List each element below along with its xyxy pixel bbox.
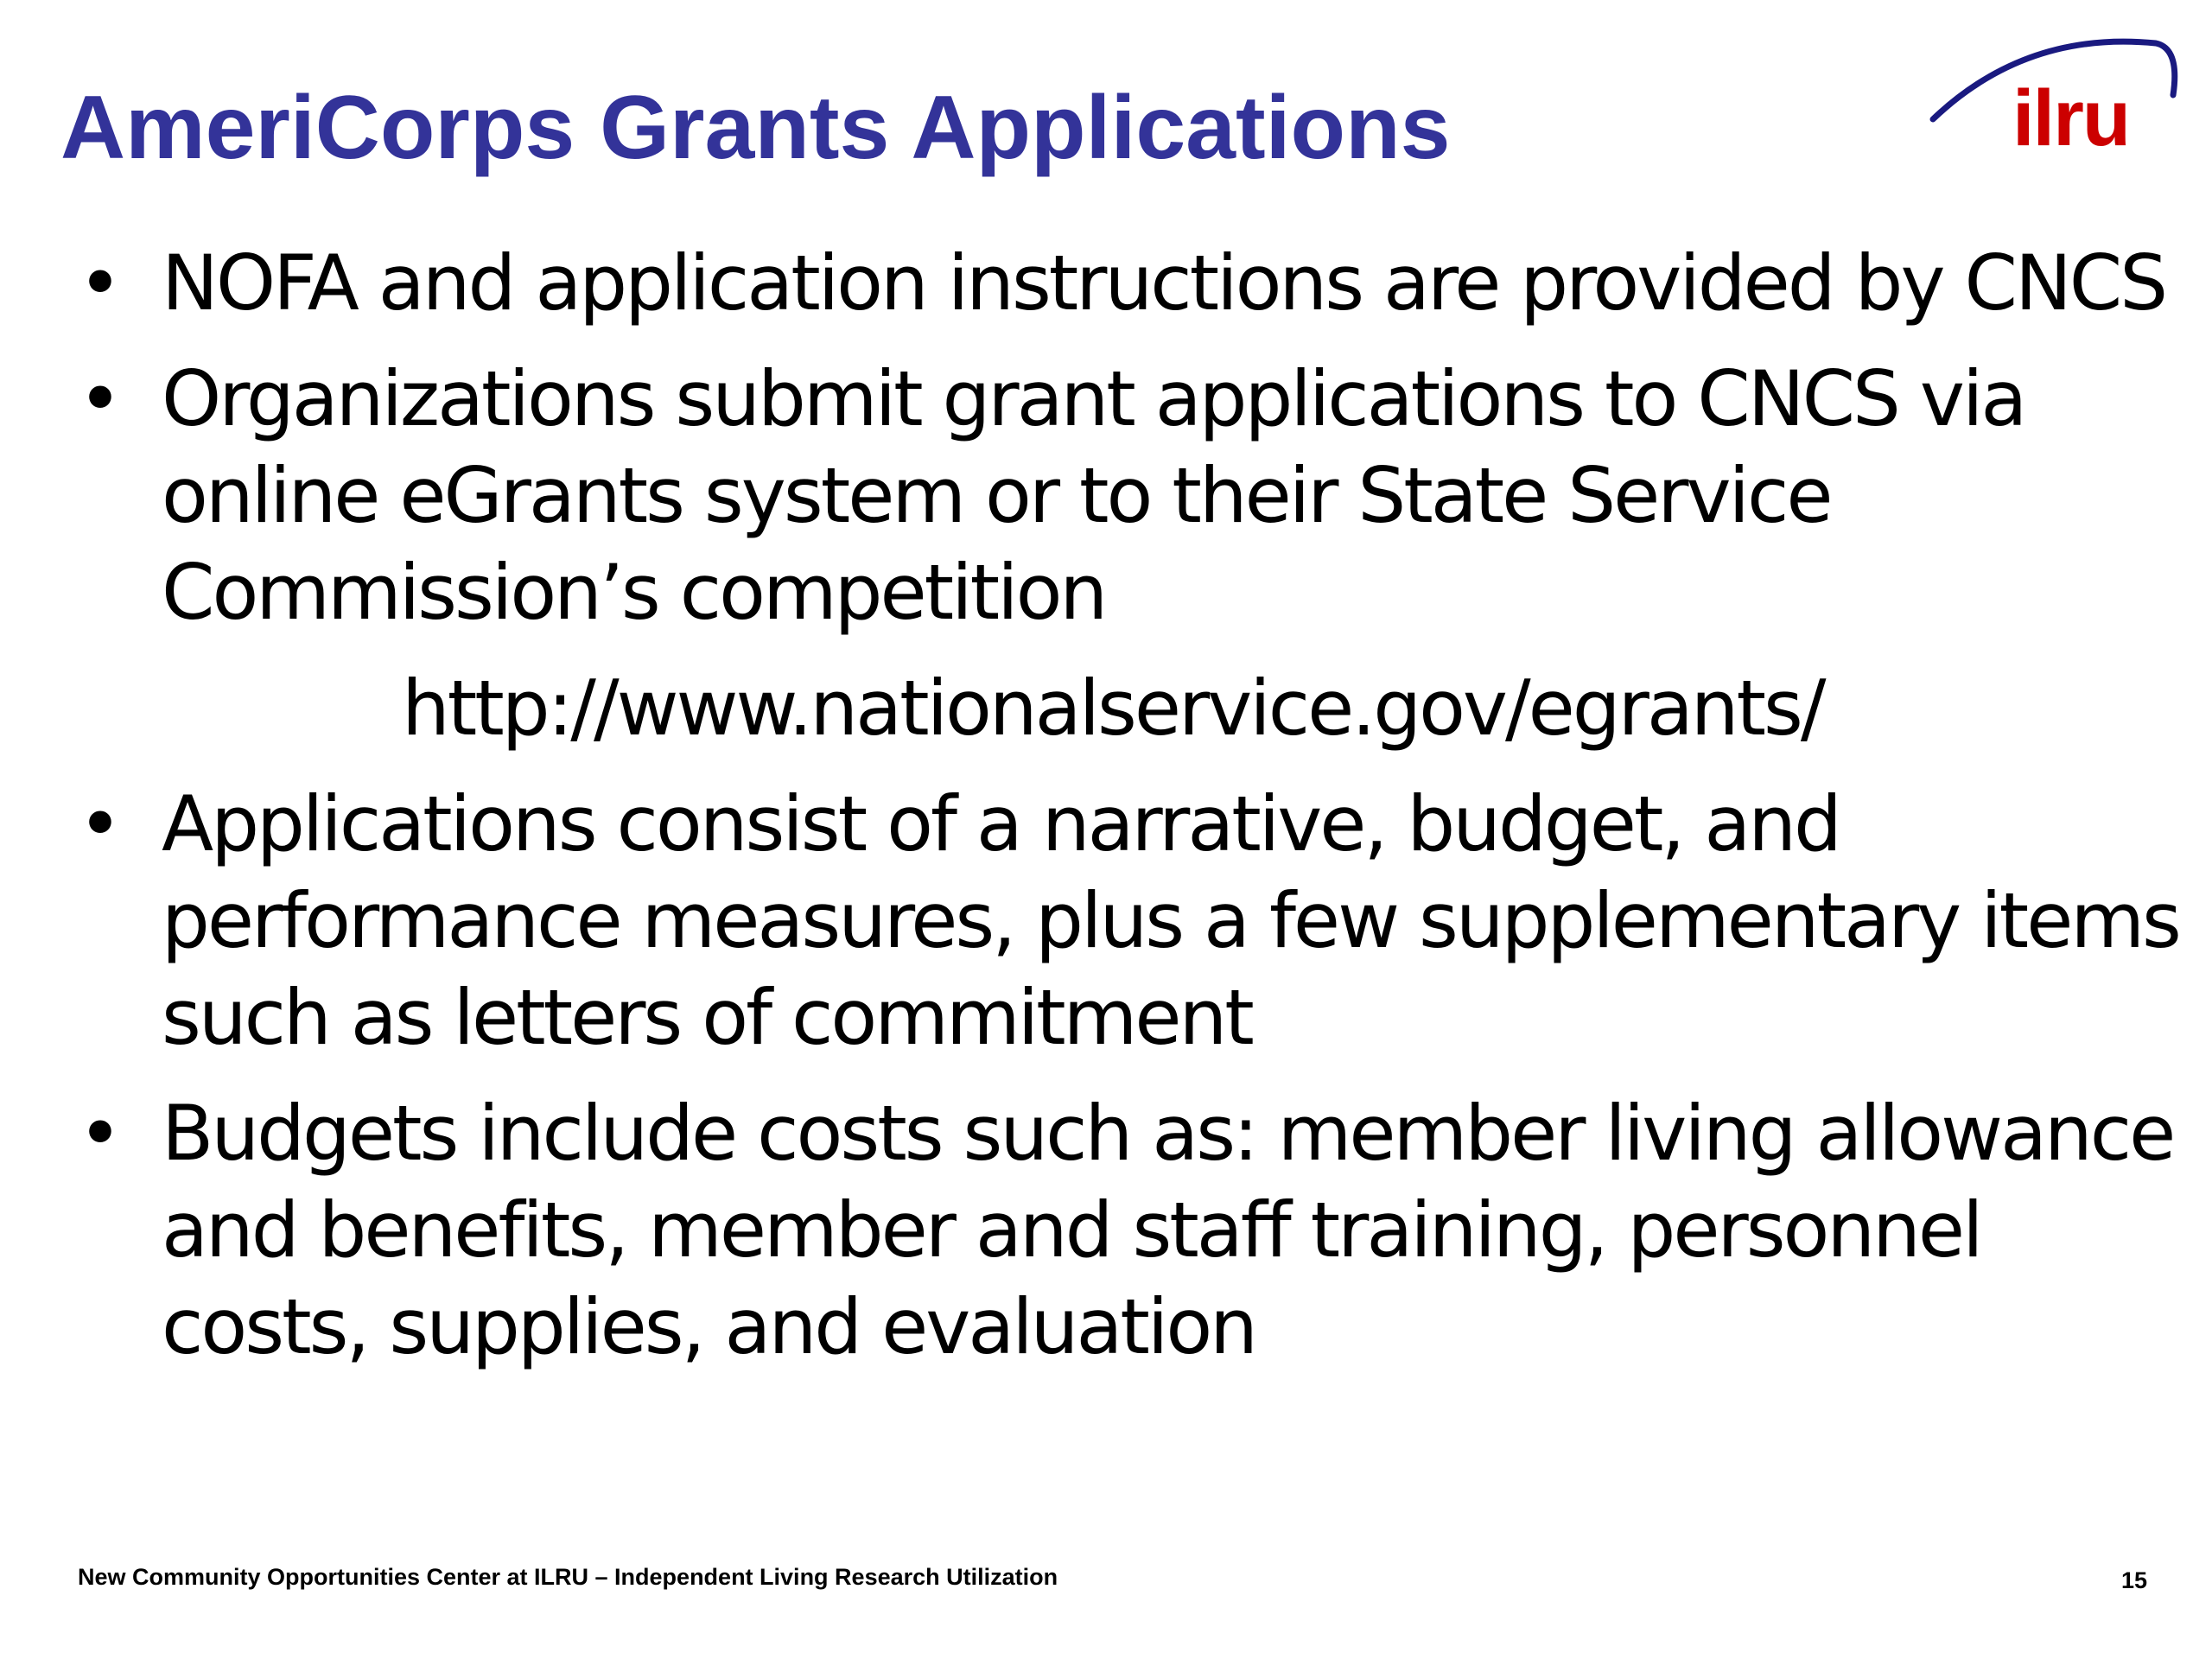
bullet-item bbox=[0, 776, 2212, 1066]
bullet-dot: • bbox=[78, 354, 120, 443]
bullet-item bbox=[0, 351, 2212, 757]
bullet-text: Budgets include costs such as: member living allowance and benefits, member and staff training, personnel costs, supplies, and evaluation bbox=[162, 1089, 2174, 1371]
bullet-item bbox=[0, 1085, 2212, 1376]
egrants-url: http://www.nationalservice.gov/egrants/ bbox=[402, 664, 1824, 753]
bullet-text: NOFA and application instructions are provided by CNCS bbox=[162, 238, 2166, 327]
bullet-list bbox=[0, 235, 2212, 1395]
ilru-logo bbox=[1923, 35, 2182, 164]
footer-text: New Community Opportunities Center at ILRU – Independent Living Research Utilization bbox=[78, 1564, 1058, 1590]
page-number: 15 bbox=[2120, 1567, 2147, 1593]
slide-title: AmeriCorps Grants Applications bbox=[60, 78, 1451, 178]
bullet-dot: • bbox=[78, 238, 120, 327]
bullet-dot: • bbox=[78, 1089, 120, 1178]
bullet-text: Organizations submit grant applications to CNCS via online eGrants system or to their State Service Commission’s competition bbox=[162, 354, 2025, 637]
bullet-text: Applications consist of a narrative, budget, and performance measures, plus a few supplementary items such as letters of commitment bbox=[162, 779, 2179, 1062]
bullet-dot: • bbox=[78, 779, 120, 868]
logo-text: ilru bbox=[2012, 74, 2130, 162]
bullet-item bbox=[0, 235, 2212, 332]
